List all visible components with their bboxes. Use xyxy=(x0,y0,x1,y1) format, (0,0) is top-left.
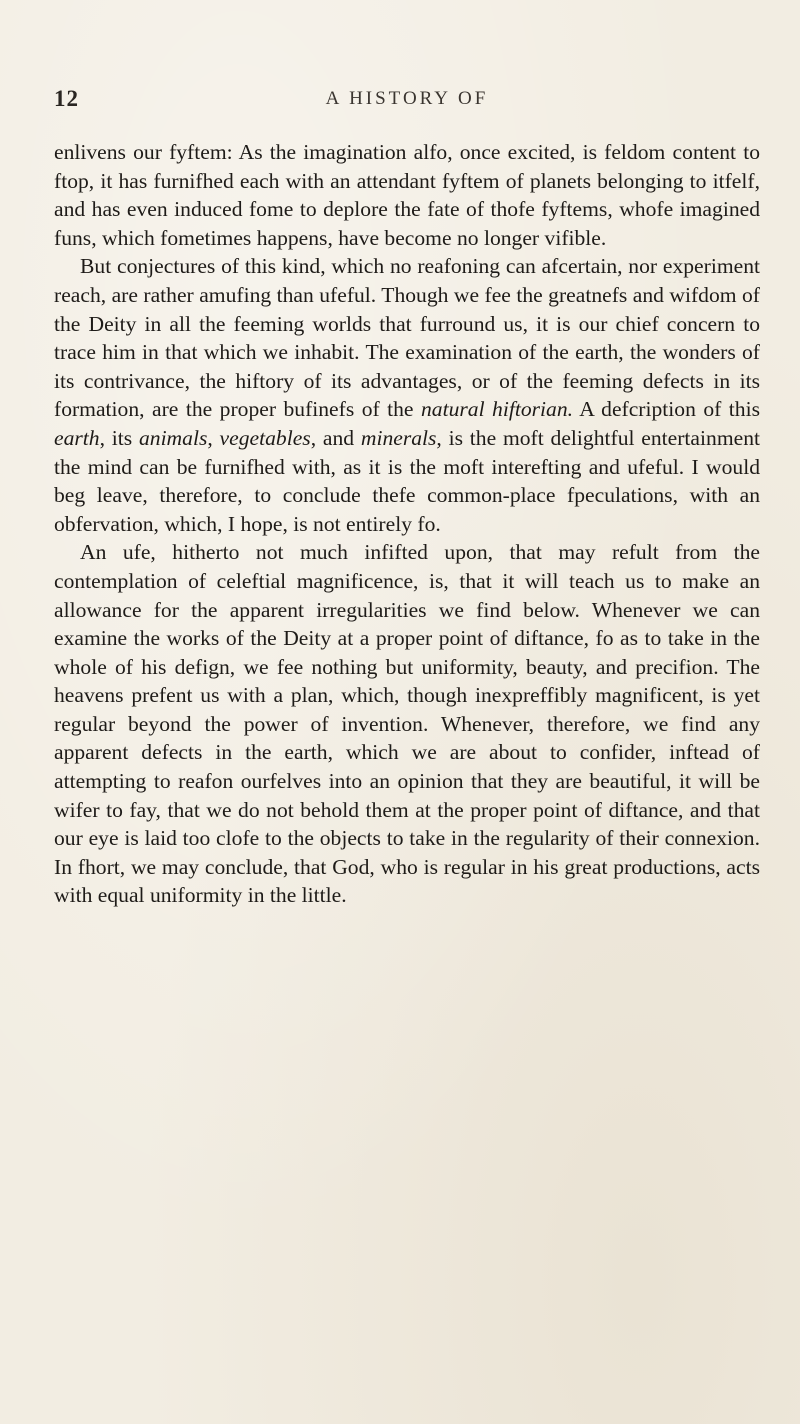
text-run: An ufe, hitherto not much infifted upon, that may refult from the contemplation of celeftial magnificence, is, that it will teach us to make an allowance for the apparent irregularities we find below. Whenever we can examine the works of the Deity at a proper point of diftance, fo as to take in the whole of his defign, we fee nothing but uniformity, beauty, and precifion. The heavens prefent us with a plan, which, though inexpreffibly magnificent, is yet regular beyond the power of invention. Whenever, therefore, we find any apparent defects in the earth, which we are about to confider, inftead of attempting to reafon ourfelves into an opinion that they are beautiful, it will be wifer to fay, that we do not behold them at the proper point of diftance, and that our eye is laid too clofe to the objects to take in the regularity of their connexion. In fhort, we may conclude, that God, who is regular in his great productions, acts with equal uniformity in the little. xyxy=(54,540,760,908)
paragraph xyxy=(54,252,760,538)
running-head xyxy=(54,86,760,116)
text-run: enlivens our fyftem: As the imagination alfo, once excited, is feldom content to ftop, it has furnifhed each with an attendant fyftem of planets belonging to itfelf, and has even induced fome to deplore the fate of thofe fyftems, whofe imagined funs, which fometimes happens, have become no longer vifible. xyxy=(54,140,760,250)
text-run: , xyxy=(207,425,220,450)
italic-text: animals xyxy=(138,425,208,450)
text-run: A defcription of this xyxy=(573,397,760,422)
paragraph xyxy=(54,138,760,252)
paragraph xyxy=(54,538,760,910)
running-title: A HISTORY OF xyxy=(325,88,489,109)
text-run: , its xyxy=(99,425,139,450)
italic-text: vegetables xyxy=(219,425,311,450)
text-run: , and xyxy=(310,425,361,450)
page-number: 12 xyxy=(54,86,79,111)
text-run: , is the moft delightful entertainment the mind can be furnifhed with, as it is the moft interefting and ufeful. I would beg leave, therefore, to conclude thefe common-place fpeculations, with an obfervation, which, I hope, is not entirely fo. xyxy=(54,425,760,536)
body-text xyxy=(54,138,760,910)
text-run: But conjectures of this kind, which no reafoning can afcertain, nor experiment reach, are rather amufing than ufeful. Though we fee the greatnefs and wifdom of the Deity in all the feeming worlds that furround us, it is our chief concern to trace him in that which we inhabit. The examination of the earth, the wonders of its contrivance, the hiftory of its advantages, or of the feeming defects in its formation, are the proper bufinefs of the xyxy=(54,254,760,422)
italic-text: earth xyxy=(54,425,100,450)
italic-text: natural hiftorian. xyxy=(420,397,574,422)
italic-text: minerals xyxy=(360,425,437,450)
